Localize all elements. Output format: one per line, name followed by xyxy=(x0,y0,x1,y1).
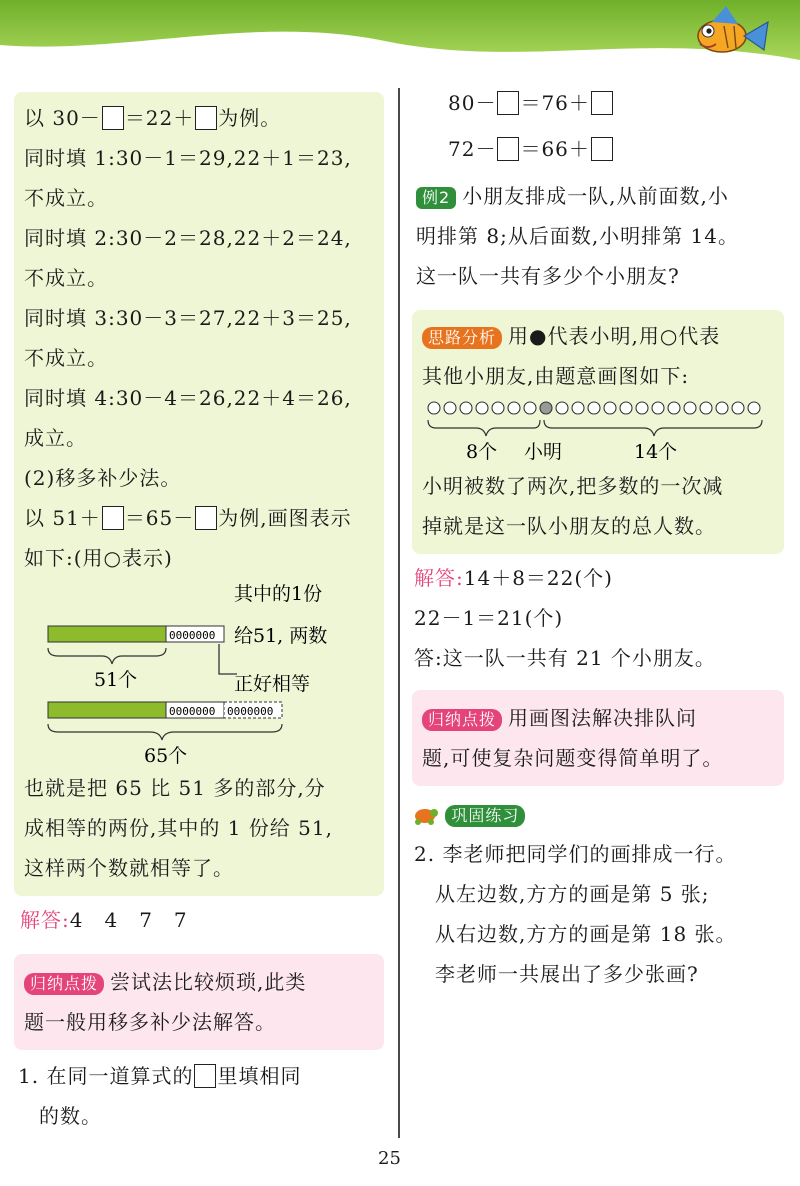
child-dot xyxy=(668,402,680,414)
answer-values: 4 4 7 7 xyxy=(69,908,188,932)
brace-65 xyxy=(48,724,282,740)
column-divider xyxy=(398,88,400,1138)
answer-label: 解答: xyxy=(414,566,464,590)
text: 72－ xyxy=(448,137,497,161)
question-line: 李老师一共展出了多少张画? xyxy=(414,962,699,986)
text: 用画图法解决排队问 xyxy=(508,706,698,730)
left-column xyxy=(14,92,384,1136)
child-dot xyxy=(428,402,440,414)
summary-tag: 归纳点拨 xyxy=(422,709,502,731)
equation-line xyxy=(448,80,784,126)
text-line: 同时填 3:30－3＝27,22＋3＝25, xyxy=(24,306,352,330)
blank-box xyxy=(194,1064,216,1088)
text-line: 不成立。 xyxy=(24,266,108,290)
analysis-box xyxy=(412,310,784,554)
turtle-mascot-icon xyxy=(412,803,438,825)
child-dot xyxy=(524,402,536,414)
blank-box xyxy=(102,106,124,130)
child-dot xyxy=(636,402,648,414)
text-line: 其他小朋友,由题意画图如下: xyxy=(422,364,690,388)
queue-label-mid: 小明 xyxy=(524,441,563,463)
text-line xyxy=(24,98,374,138)
child-dot xyxy=(684,402,696,414)
text: 为例。 xyxy=(218,106,282,130)
text-line xyxy=(422,316,774,356)
child-dot xyxy=(732,402,744,414)
question-line: 2. 李老师把同学们的画排成一行。 xyxy=(414,842,737,866)
blank-box xyxy=(102,506,124,530)
text: 1. 在同一道算式的 xyxy=(18,1064,194,1088)
bar-diagram xyxy=(24,578,374,768)
text-line: 题,可使复杂问题变得简单明了。 xyxy=(422,746,724,770)
blank-box xyxy=(591,137,613,161)
right-column xyxy=(412,80,784,994)
answer-label: 解答: xyxy=(20,908,70,932)
practice-tag: 巩固练习 xyxy=(445,805,525,827)
diagram-note-top: 其中的1份 xyxy=(234,583,323,605)
circles-bar2a: 0000000 xyxy=(169,705,216,718)
circles-bar2b: 0000000 xyxy=(227,705,274,718)
brace-right xyxy=(544,420,762,436)
child-dot xyxy=(508,402,520,414)
text-line: 如下:(用○表示) xyxy=(24,546,173,570)
text: 为例,画图表示 xyxy=(218,506,352,530)
child-dot xyxy=(748,402,760,414)
example-line: 这一队一共有多少个小朋友? xyxy=(416,264,680,288)
answer-line: 答:这一队一共有 21 个小朋友。 xyxy=(414,646,716,670)
text: 尝试法比较烦琐,此类 xyxy=(110,970,307,994)
text-line: 成相等的两份,其中的 1 份给 51, xyxy=(24,816,333,840)
text: ＝22＋ xyxy=(124,106,195,130)
text-line: (2)移多补少法。 xyxy=(24,466,182,490)
child-dot xyxy=(556,402,568,414)
xiaoming-dot xyxy=(540,402,552,414)
diagram-note-3: 正好相等 xyxy=(234,673,311,695)
brace-left xyxy=(428,420,540,436)
queue-diagram xyxy=(422,396,774,466)
child-dot xyxy=(716,402,728,414)
child-dot xyxy=(588,402,600,414)
text-line: 同时填 1:30－1＝29,22＋1＝23, xyxy=(24,146,352,170)
text-line xyxy=(422,698,774,738)
text-line: 也就是把 65 比 51 多的部分,分 xyxy=(24,776,326,800)
text: 14＋8＝22(个) xyxy=(463,566,613,590)
page-header-banner xyxy=(0,0,800,80)
text: 以 30－ xyxy=(24,106,101,130)
queue-label-left: 8个 xyxy=(466,441,498,463)
child-dot xyxy=(604,402,616,414)
summary-tag: 归纳点拨 xyxy=(24,973,104,995)
blank-box xyxy=(591,91,613,115)
text: 以 51＋ xyxy=(24,506,101,530)
diagram-note-2: 给51, 两数 xyxy=(234,625,328,647)
text: ＝65－ xyxy=(124,506,195,530)
text-line: 题一般用移多补少法解答。 xyxy=(24,1010,276,1034)
example-line xyxy=(416,176,784,216)
text-line: 不成立。 xyxy=(24,186,108,210)
question-line: 从右边数,方方的画是第 18 张。 xyxy=(414,922,737,946)
page-number: 25 xyxy=(378,1148,401,1169)
text-line: 掉就是这一队小朋友的总人数。 xyxy=(422,514,716,538)
text: 里填相同 xyxy=(217,1064,302,1088)
text-line xyxy=(24,498,374,538)
text: 用●代表小明,用○代表 xyxy=(508,324,721,348)
example-line: 明排第 8;从后面数,小明排第 14。 xyxy=(416,224,739,248)
blank-box xyxy=(195,106,217,130)
example-tag: 例2 xyxy=(416,187,456,209)
child-dot xyxy=(460,402,472,414)
practice-header xyxy=(412,794,784,834)
equation-line xyxy=(448,126,784,172)
text-line: 成立。 xyxy=(24,426,87,450)
bar-65 xyxy=(48,702,166,718)
child-dot xyxy=(652,402,664,414)
question-line: 的数。 xyxy=(18,1104,102,1128)
text-line: 不成立。 xyxy=(24,346,108,370)
answer-line xyxy=(14,900,384,940)
answer-line: 22－1＝21(个) xyxy=(414,606,564,630)
text-line: 同时填 2:30－2＝28,22＋2＝24, xyxy=(24,226,352,250)
question-line xyxy=(18,1056,384,1096)
queue-label-right: 14个 xyxy=(634,441,678,463)
text-line: 同时填 4:30－4＝26,22＋4＝26, xyxy=(24,386,352,410)
text-line: 这样两个数就相等了。 xyxy=(24,856,234,880)
child-dot xyxy=(572,402,584,414)
circles-bar1: 0000000 xyxy=(169,629,216,642)
child-dot xyxy=(700,402,712,414)
text-line xyxy=(24,962,374,1002)
blank-box xyxy=(497,137,519,161)
answer-line xyxy=(414,558,784,598)
label-51: 51个 xyxy=(94,669,138,691)
summary-box xyxy=(412,690,784,786)
blank-box xyxy=(195,506,217,530)
question-line: 从左边数,方方的画是第 5 张; xyxy=(414,882,710,906)
arrow-line xyxy=(219,644,237,674)
text: ＝66＋ xyxy=(520,137,590,161)
child-dot xyxy=(476,402,488,414)
method-box xyxy=(14,92,384,896)
text: 80－ xyxy=(448,91,497,115)
text: ＝76＋ xyxy=(520,91,590,115)
label-65: 65个 xyxy=(144,745,188,767)
analysis-tag: 思路分析 xyxy=(422,327,502,349)
brace-51 xyxy=(48,648,166,664)
blank-box xyxy=(497,91,519,115)
child-dot xyxy=(492,402,504,414)
text-line: 小明被数了两次,把多数的一次减 xyxy=(422,474,724,498)
text: 小朋友排成一队,从前面数,小 xyxy=(462,184,729,208)
bar-51 xyxy=(48,626,166,642)
child-dot xyxy=(444,402,456,414)
summary-box xyxy=(14,954,384,1050)
child-dot xyxy=(620,402,632,414)
